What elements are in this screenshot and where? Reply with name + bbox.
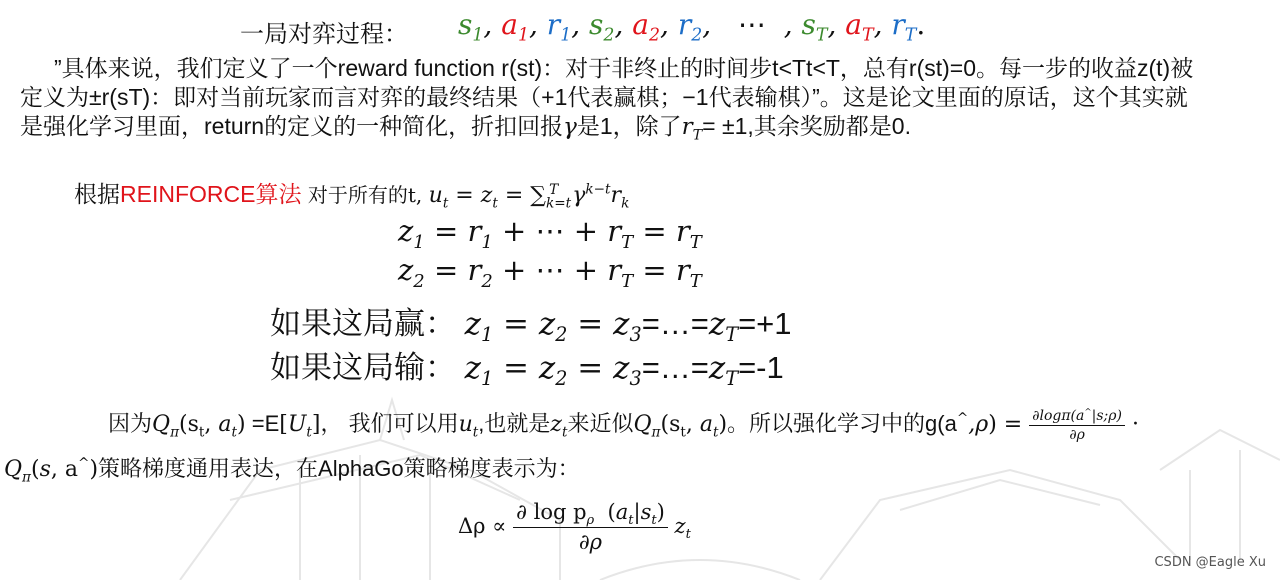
reinforce-prefix: 根据 xyxy=(74,181,120,207)
policy-line-2 xyxy=(4,452,580,486)
sequence-label: 一局对弈过程： xyxy=(240,21,408,48)
u-t-symbol: $u_t$ xyxy=(458,412,479,441)
policy-text-1: 因为 xyxy=(108,411,153,436)
return-formula: $u_t = z_t = \sum_{k=t}^T$ $\gamma^{k-t}r_k$ xyxy=(428,181,630,212)
gamma-symbol: γ xyxy=(563,114,577,140)
reinforce-suffix: 对于所有的t, xyxy=(307,183,423,207)
expectation-u: $[U_t]$ xyxy=(279,412,321,441)
win-value: =+1 xyxy=(738,306,792,341)
explanation-paragraph xyxy=(20,54,1200,142)
paragraph-main-text: 具体来说，我们定义了一个reward function r(st)：对于非终止的时间步t<Tt<T，总有r(st)=0。每一步的收益z(t)被定义为±r(sT)：即对当前玩家而言对弈的最终结果（+1代表赢棋；−1代表输棋）”。这是论文里面的原话，这个其实就是强化学习里面，return的定义的一种简化，折扣回报 xyxy=(20,55,1194,139)
paragraph-end-text: = ±1,其余奖励都是0. xyxy=(702,113,911,139)
reinforce-line xyxy=(74,176,630,212)
lose-label: 如果这局输： xyxy=(270,350,456,385)
win-label: 如果这局赢： xyxy=(270,306,456,341)
win-line: 如果这局赢： $z_1 = z_2$ = $z_3=\dots=z_T=+1$ xyxy=(270,306,792,347)
lose-formula: $z_1 = z_2 = z_3$ xyxy=(464,350,642,391)
win-formula: $z_1 = z_2 = z_3$ xyxy=(464,306,642,347)
z1-equation: $z_1 = r_1$ + ⋯ + $r_T = r_T$ xyxy=(398,214,702,253)
lose-value: =-1 xyxy=(738,350,784,385)
z-t-symbol: $z_t$ xyxy=(550,412,568,441)
policy-line-1: 因为$Q_\pi(s_t$, $a_t) =E[U_t]$， 我们可以用$u_t$,也就是$z_t$来近似$Q_\pi(s_t$, $a_t$)。所以强化学习中的g(a^,ρ) = $\frac{\partial\log\pi(a^{\^{}}|s;\rho)}{\partial\rho}$ · xyxy=(108,407,1139,443)
lose-ellipsis: =…= xyxy=(641,350,709,385)
reinforce-algorithm-name: REINFORCE算法 xyxy=(120,181,302,207)
z2-equation: $z_2 = r_2$ + ⋯ + $r_T = r_T$ xyxy=(398,253,702,292)
lose-line: 如果这局输： $z_1 = z_2$ = $z_3=\dots=z_T=-1$ xyxy=(270,350,784,391)
policy-text-3: ， 我们可以用 xyxy=(320,411,459,436)
policy-text-5: 来近似 xyxy=(567,411,634,436)
policy-text-2: =E xyxy=(251,411,280,436)
q-pi-formula-2: $Q_\pi(s_t$, $a_t$) xyxy=(633,412,728,441)
sequence-formula: $s_1$, $a_1$, $r_1$, $s_2$, $a_2$, $r_2$, ⋯ , $s_T$, $a_T$, $r_T$. xyxy=(458,8,926,46)
quote-open: ” xyxy=(54,55,62,81)
gradient-fraction: $\frac{\partial\log\pi(a^{\^{}}|s;\rho)}{\partial\rho}$ xyxy=(1029,407,1125,444)
policy-text-6: 。所以强化学习中的g(a xyxy=(727,411,957,436)
policy-text-7: 策略梯度通用表达，在AlphaGo策略梯度表示为： xyxy=(98,456,580,481)
q-pi-formula-1: $Q_\pi(s_t$, $a_t$) xyxy=(152,412,246,441)
policy-text-4: ,也就是 xyxy=(478,411,551,436)
q-pi-formula-3: $Q_\pi(s$, a^) xyxy=(4,455,99,486)
r-T-symbol: $r_T$ xyxy=(681,114,703,144)
watermark: CSDN @Eagle Xu xyxy=(1154,555,1266,570)
win-ellipsis: =…= xyxy=(641,306,709,341)
paragraph-mid-text: 是1，除了 xyxy=(576,113,682,139)
alphago-gradient-formula: Δρ ∝ $\frac{\partial \log p_\rho (a_t|s_t)}{\partial\rho}$ $z_t$ xyxy=(458,500,691,555)
